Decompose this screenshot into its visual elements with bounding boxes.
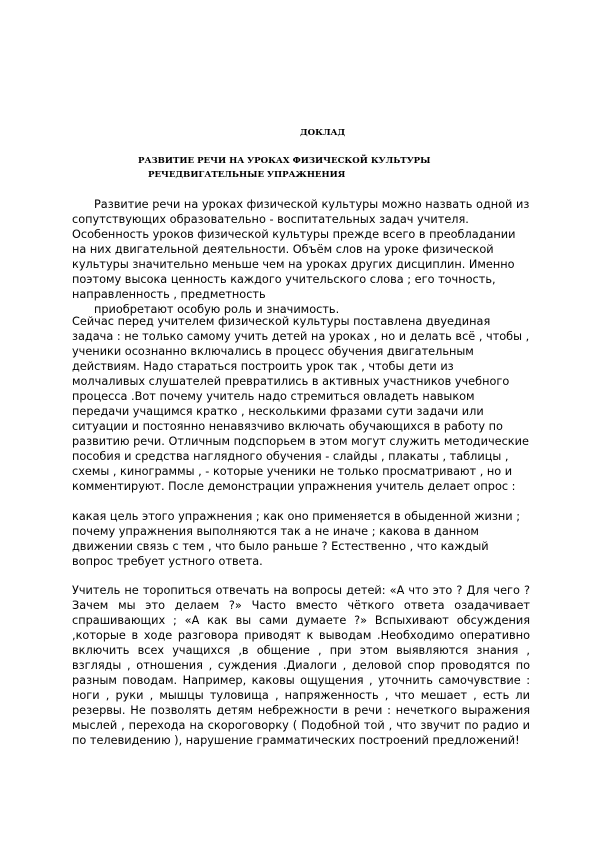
paragraph-questions-text: какая цель этого упражнения ; как оно применяется в обыденной жизни ; почему упражнения выполняются так а не иначе ; какова в данном движении связь с тем , что было раньше ? Естественно , что каждый вопрос требует устного ответа. xyxy=(72,510,521,568)
document-subtitle-line1: РАЗВИТИЕ РЕЧИ НА УРОКАХ ФИЗИЧЕСКОЙ КУЛЬТУРЫ xyxy=(138,156,431,166)
paragraph-dialogue xyxy=(72,583,530,748)
paragraph-task-text: Сейчас перед учителем физической культуры поставлена двуединая задача : не только самому учить детей на уроках , но и делать всё , чтобы , ученики осознанно включались в процесс обучения двигательным действиям. Надо стараться построить урок так , чтобы дети из молчаливых слушателей превратились в активных участников учебного процесса .Вот почему учитель надо стремиться овладеть навыком передачи учащимся кратко , несколькими фразами сути задачи или ситуации и постоянно ненавязчиво включать обучающихся в работу по развитию речи. Отличным подспорьем в этом могут служить методические пособия и средства наглядного обучения - слайды , плакаты , таблицы , схемы , кинограммы , - которые ученики не только просматривают , но и комментируют. После демонстрации упражнения учитель делает опрос : xyxy=(72,315,530,493)
paragraph-intro xyxy=(72,197,530,317)
paragraph-task xyxy=(72,314,530,494)
paragraph-intro-tail: приобретают особую роль и значимость. xyxy=(94,303,340,316)
paragraph-dialogue-text: Учитель не торопиться отвечать на вопросы детей: «А что это ? Для чего ? Зачем мы это делаем ?» Часто вместо чёткого ответа озадачивает спрашивающих ; «А как вы сами думаете ?» Вспыхивают обсуждения ,которые в ходе разговора приводят к выводам .Необходимо оперативно включить всех учащихся ,в общение , при этом выявляются знания , взгляды , отношения , суждения .Диалоги , деловой спор проводятся по разным поводам. Например, каковы ощущения , уточнить самочувствие : ноги , руки , мышцы туловища , напряженность , что мешает , есть ли резервы. Не позволять детям небрежности в речи : нечеткого выражения мыслей , перехода на скороговорку ( Подобной той , что звучит по радио и по телевидению ), нарушение грамматических построений предложений! xyxy=(72,584,530,747)
document-title: ДОКЛАД xyxy=(300,128,346,138)
document-subtitle-line2: РЕЧЕДВИГАТЕЛЬНЫЕ УПРАЖНЕНИЯ xyxy=(148,170,346,180)
paragraph-intro-main: Развитие речи на уроках физической культуры можно назвать одной из сопутствующих образовательно - воспитательных задач учителя. Особенность уроков физической культуры прежде всего в преобладании на них двигательной деятельности. Объём слов на уроке физической культуры значительно меньше чем на уроках других дисциплин. Именно поэтому высока ценность каждого учительского слова ; его точность, направленность , предметность xyxy=(72,198,530,301)
paragraph-questions xyxy=(72,509,530,569)
